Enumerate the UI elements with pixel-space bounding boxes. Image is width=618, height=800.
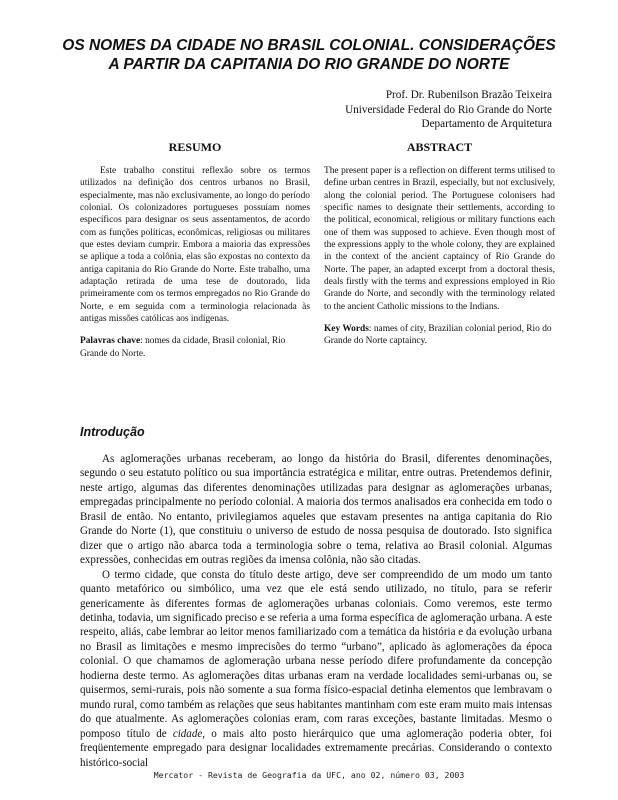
resumo-keywords-label: Palavras chave [80, 336, 141, 347]
paragraph-2-part-a: O termo cidade, que consta do título deste artigo, deve ser compreendido de um modo um tanto quanto metafórico ou simbólico, uma vez que ele está sendo utilizado, no título, para se referir genericamente às diferentes formas de aglomerações urbanas coloniais. Como veremos, este termo detinha, todavia, um significado preciso e se referia a uma forma específica de aglomeração urbana. A este respeito, aliás, cabe lembrar ao leitor menos familiarizado com a temática da história e da evolução urbana no Brasil as limitações e mesmo imprecisões do termo “urbano”, aplicado às aglomerações da época colonial. O que chamamos de aglomeração urbana nesse período difere profundamente da concepção hodierna deste termo. As aglomerações ditas urbanas eram na verdade localidades semi-urbanas ou, se quisermos, semi-rurais, pois não somente a sua forma físico-espacial detinha elementos que lembravam o mundo rural, como também as relações que seus habitantes mantinham com este eram muito mais intensas do que atualmente. As aglomerações colonias eram, com raras exceções, bastante limitadas. Mesmo o pomposo título de [80, 568, 552, 740]
abstract-keywords [324, 323, 555, 348]
title-line-2: A PARTIR DA CAPITANIA DO RIO GRANDE DO NORTE [108, 56, 510, 73]
abstract-column [324, 140, 555, 348]
title-line-1: OS NOMES DA CIDADE NO BRASIL COLONIAL. CONSIDERAÇÕES [62, 37, 556, 54]
author-department: Departamento de Arquitetura [421, 118, 552, 130]
introduction-body [80, 452, 552, 770]
resumo-column [80, 140, 310, 360]
introduction-paragraph-1: As aglomerações urbanas receberam, ao longo da história do Brasil, diferentes denominações, segundo o seu estatuto político ou sua importância estratégica e militar, entre outras. Pretendemos definir, neste artigo, algumas das diferentes denominações utilizadas para designar as aglomerações urbanas, empregadas principalmente no período colonial. A maioria dos termos analisados era conhecida em todo o Brasil de então. No entanto, privilegiamos aqueles que estavam presentes na antiga capitania do Rio Grande do Norte (1), que constituiu o universo de estudo de nossa pesquisa de doutorado. Isto significa dizer que o artigo não abarca toda a terminologia sobre o tema, relativa ao Brasil colonial. Algumas expressões, conhecidas em outras regiões da imensa colônia, não são citadas. [80, 453, 552, 567]
paragraph-2-italic-term: cidade [172, 727, 203, 740]
abstract-keywords-text: : names of city, Brazilian colonial period, Rio do Grande do Norte captaincy. [324, 324, 552, 347]
author-name: Prof. Dr. Rubenilson Brazão Teixeira [385, 89, 552, 101]
resumo-text: Este trabalho constitui reflexão sobre os termos utilizados na definição dos centros urbanos no Brasil, especialmente, mas não exclusivamente, ao longo do período colonial. Os colonizadores portugueses possuíam nomes específicos para designar os seus assentamentos, de acordo com as funções políticas, econômicas, religiosas ou militares que estes deviam cumprir. Embora a maioria das expressões se aplique a toda a colônia, elas são expostas no contexto da antiga capitania do Rio Grande do Norte. Este trabalho, uma adaptação retirada de uma tese de doutorado, lida primeiramente com os termos empregados no Rio Grande do Norte, e em seguida com a terminologia relacionada às antigas missões católicas aos indígenas. [80, 166, 310, 325]
abstract-text: The present paper is a reflection on different terms utilised to define urban centres in Brazil, especially, but not exclusively, along the colonial period. The Portuguese colonisers had specific names to designate their settlements, according to the political, economical, religious or military functions each one of them was supposed to achieve. Even though most of the expressions apply to the whole colony, they are explained in the context of the ancient captaincy of Rio Grande do Norte. The paper, an adapted excerpt from a doctoral thesis, deals firstly with the terms and expressions employed in Rio Grande do Norte, and secondly with the terminology related to the ancient Catholic missions to the Indians. [324, 166, 555, 312]
paragraph-2-part-b: , o mais alto posto hierárquico que uma aglomeração poderia obter, foi freqüentemente empregado para designar localidades extremamente precárias. Considerando o contexto histórico-social [80, 727, 553, 769]
abstract-keywords-label: Key Words [324, 324, 369, 335]
paper-title [40, 36, 578, 74]
abstract-heading: ABSTRACT [406, 140, 473, 154]
journal-footer: Mercator - Revista de Geografia da UFC, ano 02, número 03, 2003 [153, 770, 465, 780]
resumo-keywords [80, 335, 310, 360]
author-institution: Universidade Federal do Rio Grande do Norte [345, 103, 552, 116]
author-block [345, 88, 552, 132]
resumo-keywords-text: : nomes da cidade, Brasil colonial, Rio Grande do Norte. [80, 336, 286, 359]
resumo-heading: RESUMO [168, 140, 222, 154]
introduction-heading: Introdução [80, 425, 145, 439]
introduction-paragraph-2 [80, 568, 552, 770]
